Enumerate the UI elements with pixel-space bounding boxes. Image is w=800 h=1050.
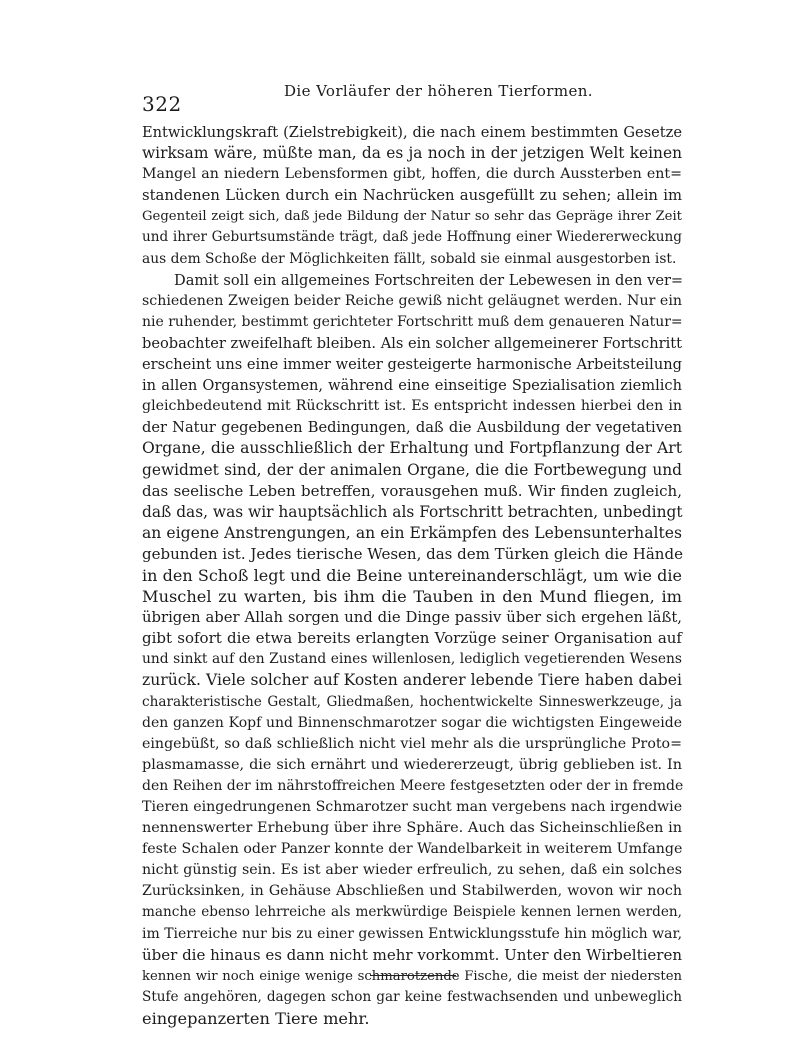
text-line: gebunden ist. Jedes tierische Wesen, das dem Türken gleich die Hände <box>142 544 683 563</box>
text-line: übrigen aber Allah sorgen und die Dinge passiv über sich ergehen läßt, <box>142 609 682 627</box>
text-line: gewidmet sind, der der animalen Organe, die die Fortbewegung und <box>142 460 682 479</box>
text-line: den Reihen der im nährstoffreichen Meere festgesetzten oder der in fremde <box>142 777 684 794</box>
text-line: kennen wir noch einige wenige schmarotzende Fische, die meist der niedersten <box>142 968 682 984</box>
text-line: beobachter zweifelhaft bleiben. Als ein solcher allgemeinerer Fortschritt <box>142 334 682 352</box>
text-line: Gegenteil zeigt sich, daß jede Bildung der Natur so sehr das Gepräge ihrer Zeit <box>142 209 682 225</box>
text-line: Stufe angehören, dagegen schon gar keine festwachsenden und unbeweglich <box>142 988 682 1005</box>
text-line: und sinkt auf den Zustand eines willenlosen, lediglich vegetierenden Wesens <box>142 651 682 668</box>
text-line: den ganzen Kopf und Binnenschmarotzer sogar die wichtigsten Eingeweide <box>142 714 682 731</box>
text-line: an eigene Anstrengungen, an ein Erkämpfen des Lebensunterhaltes <box>142 523 682 542</box>
text-line: Tieren eingedrungenen Schmarotzer sucht man vergebens nach irgendwie <box>142 799 683 815</box>
text-line: das seelische Leben betreffen, vorausgehen muß. Wir finden zugleich, <box>142 481 682 500</box>
text-line: schiedenen Zweigen beider Reiche gewiß nicht geläugnet werden. Nur ein <box>142 292 682 309</box>
text-line: gibt sofort die etwa bereits erlangten Vorzüge seiner Organisation auf <box>142 629 682 648</box>
text-line: aus dem Schoße der Möglichkeiten fällt, sobald sie einmal ausgestorben ist. <box>142 250 677 267</box>
text-line: daß das, was wir hauptsächlich als Fortschritt betrachten, unbedingt <box>142 502 683 521</box>
text-line: standenen Lücken durch ein Nachrücken ausgefüllt zu sehen; allein im <box>142 187 682 205</box>
text-line: und ihrer Geburtsumstände trägt, daß jede Hoffnung einer Wiedererweckung <box>142 229 682 246</box>
text-line: der Natur gegebenen Bedingungen, daß die Ausbildung der vegetativen <box>142 419 682 437</box>
text-line: eingepanzerten Tiere mehr. <box>142 1008 370 1028</box>
text-line: Mangel an niedern Lebensformen gibt, hoffen, die durch Aussterben ent= <box>142 166 682 183</box>
text-line: plasmamasse, die sich ernährt und wiedererzeugt, übrig geblieben ist. In <box>142 756 682 773</box>
section-end-rule <box>370 975 456 976</box>
text-line: gleichbedeutend mit Rückschritt ist. Es entspricht indessen hierbei den in <box>142 398 682 415</box>
text-line: nie ruhender, bestimmt gerichteter Fortschritt muß dem genaueren Natur= <box>142 313 683 330</box>
text-line: Damit soll ein allgemeines Fortschreiten der Lebewesen in den ver= <box>174 271 684 289</box>
text-line: in den Schoß legt und die Beine untereinanderschlägt, um wie die <box>142 565 682 585</box>
text-line: wirksam wäre, müßte man, da es ja noch in der jetzigen Welt keinen <box>142 144 682 163</box>
text-line: manche ebenso lehrreiche als merkwürdige Beispiele kennen lernen werden, <box>142 904 682 921</box>
text-line: Zurücksinken, in Gehäuse Abschließen und Stabilwerden, wovon wir noch <box>142 883 682 900</box>
page-number: 322 <box>142 92 182 116</box>
text-line: im Tierreiche nur bis zu einer gewissen Entwicklungsstufe hin möglich war, <box>142 925 683 942</box>
body-text <box>142 122 682 1029</box>
text-line: nennenswerter Erhebung über ihre Sphäre. Auch das Sicheinschließen in <box>142 820 682 837</box>
text-line: nicht günstig sein. Es ist aber wieder erfreulich, zu sehen, daß ein solches <box>142 862 682 879</box>
text-line: Organe, die ausschließlich der Erhaltung und Fortpflanzung der Art <box>142 439 682 458</box>
text-line: eingebüßt, so daß schließlich nicht viel mehr als die ursprüngliche Proto= <box>142 735 682 752</box>
text-line: in allen Organsystemen, während eine einseitige Spezialisation ziemlich <box>142 377 682 395</box>
text-line: charakteristische Gestalt, Gliedmaßen, hochentwickelte Sinneswerkzeuge, ja <box>142 693 682 710</box>
text-line: erscheint uns eine immer weiter gesteigerte harmonische Arbeitsteilung <box>142 356 682 374</box>
text-line: zurück. Viele solcher auf Kosten anderer lebende Tiere haben dabei <box>142 671 682 690</box>
running-head: Die Vorläufer der höheren Tierformen. <box>284 82 593 100</box>
text-line: Muschel zu warten, bis ihm die Tauben in den Mund fliegen, im <box>142 587 682 607</box>
text-line: feste Schalen oder Panzer konnte der Wandelbarkeit in weiterem Umfange <box>142 841 683 858</box>
text-line: Entwicklungskraft (Zielstrebigkeit), die nach einem bestimmten Gesetze <box>142 124 682 141</box>
text-line: über die hinaus es dann nicht mehr vorkommt. Unter den Wirbeltieren <box>142 945 682 964</box>
